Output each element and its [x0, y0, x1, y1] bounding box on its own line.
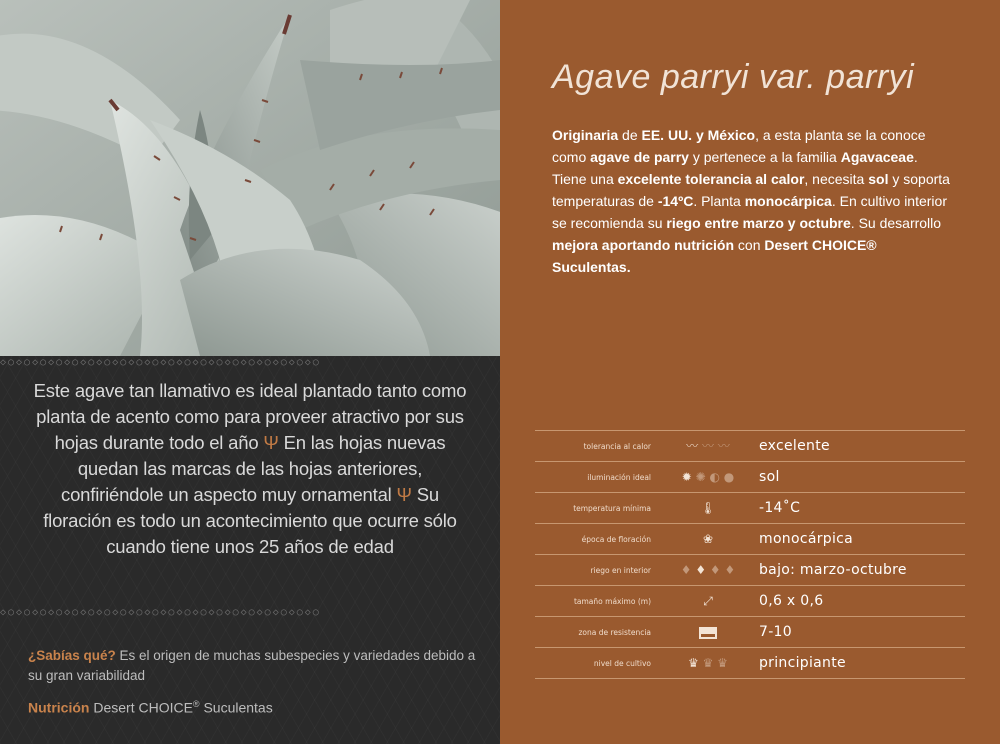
spec-value: 0,6 x 0,6 [759, 593, 824, 609]
water-drop-icon: ♦ ♦ ♦ ♦ [680, 563, 736, 577]
spec-value: bajo: marzo-octubre [759, 562, 907, 578]
description-highlight: Originaria [552, 127, 619, 143]
decorative-pattern-top: ◇○◇○◇○◇○◇○◇○◇○◇○◇○◇○◇○◇○◇○◇○◇○◇○◇○◇○◇○◇○ [0, 357, 321, 368]
usda-zone-icon [665, 617, 751, 648]
description-text: , necesita [804, 171, 869, 187]
intro-part-1: Este agave tan llamativo es ideal plantado tanto como planta de acento como para proveer atractivo por sus hojas durante todo el año [33, 380, 467, 453]
description-text: . Planta [693, 193, 745, 209]
spec-row-size [535, 586, 965, 617]
intro-part-3: Su floración es todo un acontecimiento que ocurre sólo cuando tiene unos 25 años de edad [43, 484, 457, 557]
description-highlight: mejora aportando nutrición [552, 237, 735, 253]
description-text: y pertenece a la familia [688, 149, 841, 165]
spec-value: excelente [759, 438, 830, 454]
decorative-pattern-bottom: ◇○◇○◇○◇○◇○◇○◇○◇○◇○◇○◇○◇○◇○◇○◇○◇○◇○◇○◇○◇○ [0, 607, 321, 618]
flower-icon: ❀ [702, 532, 714, 546]
nutrition-label: Nutrición [28, 699, 90, 716]
spec-value: 7-10 [759, 624, 792, 640]
description-highlight: Desert CHOICE® Suculentas. [552, 237, 877, 275]
intro-part-2: En las hojas nuevas quedan las marcas de las hojas anteriores, confiriéndole un aspecto muy ornamental [61, 432, 446, 505]
description-highlight: riego entre marzo y octubre [666, 215, 851, 231]
description-text: con [734, 237, 765, 253]
spec-row-flowering [535, 524, 965, 555]
nutrition-product: Suculentas [199, 699, 273, 716]
crown-icon: ♛ ♛ ♛ [688, 656, 728, 670]
expand-icon: ⤢ [703, 594, 713, 608]
description-highlight: Agavaceae [840, 149, 914, 165]
description-text: , a esta planta se la conoce como [552, 127, 926, 165]
spec-row-temperature [535, 493, 965, 524]
description-text: . En cultivo interior se recomienda su [552, 193, 947, 231]
description-text: y soporta temperaturas de [552, 171, 950, 209]
spec-value: sol [759, 469, 780, 485]
agave-photo [0, 0, 500, 356]
spec-label: época de floración [581, 535, 651, 544]
thermometer-icon: 🌡︎ [700, 501, 716, 515]
spec-row-zone [535, 617, 965, 648]
heat-wave-icon: 〰 〰 〰 [686, 439, 730, 453]
did-you-know-text: Es el origen de muchas subespecies y variedades debido a su gran variabilidad [28, 648, 476, 683]
plant-description [552, 124, 952, 278]
intro-panel [0, 356, 500, 744]
spec-label: tamaño máximo (m) [573, 597, 651, 606]
spec-label: tolerancia al calor [583, 442, 651, 451]
psi-separator-icon: Ψ [396, 484, 412, 505]
description-highlight: agave de parry [590, 149, 689, 165]
psi-separator-icon: Ψ [263, 432, 279, 453]
specs-table [535, 430, 965, 679]
spec-row-light [535, 462, 965, 493]
description-highlight: excelente tolerancia al calor [617, 171, 805, 187]
nutrition-line [28, 694, 488, 718]
description-highlight: monocárpica [744, 193, 832, 209]
description-text: . Tiene una [552, 149, 918, 187]
spec-row-level [535, 648, 965, 679]
spec-value: -14˚C [759, 500, 801, 516]
did-you-know-label: ¿Sabías qué? [28, 648, 116, 663]
spec-row-heat [535, 431, 965, 462]
spec-value: monocárpica [759, 531, 854, 547]
plant-title: Agave parryi var. parryi [552, 58, 915, 96]
description-text: de [618, 127, 642, 143]
description-highlight: -14ºC [657, 193, 694, 209]
intro-text [30, 378, 470, 560]
did-you-know [28, 646, 488, 686]
info-panel [500, 0, 1000, 744]
spec-label: iluminación ideal [587, 473, 651, 482]
description-highlight: EE. UU. y México [641, 127, 756, 143]
spec-value: principiante [759, 655, 846, 671]
nutrition-brand: Desert CHOICE [89, 699, 193, 716]
registered-mark: ® [192, 699, 200, 709]
description-highlight: sol [868, 171, 889, 187]
spec-row-watering [535, 555, 965, 586]
description-text: . Su desarrollo [850, 215, 942, 231]
spec-label: temperatura mínima [573, 504, 651, 513]
spec-label: riego en interior [590, 566, 651, 575]
sun-icon: ✹ ✺ ◐ ● [681, 470, 735, 484]
spec-label: zona de resistencia [578, 628, 651, 637]
spec-label: nivel de cultivo [593, 659, 651, 668]
